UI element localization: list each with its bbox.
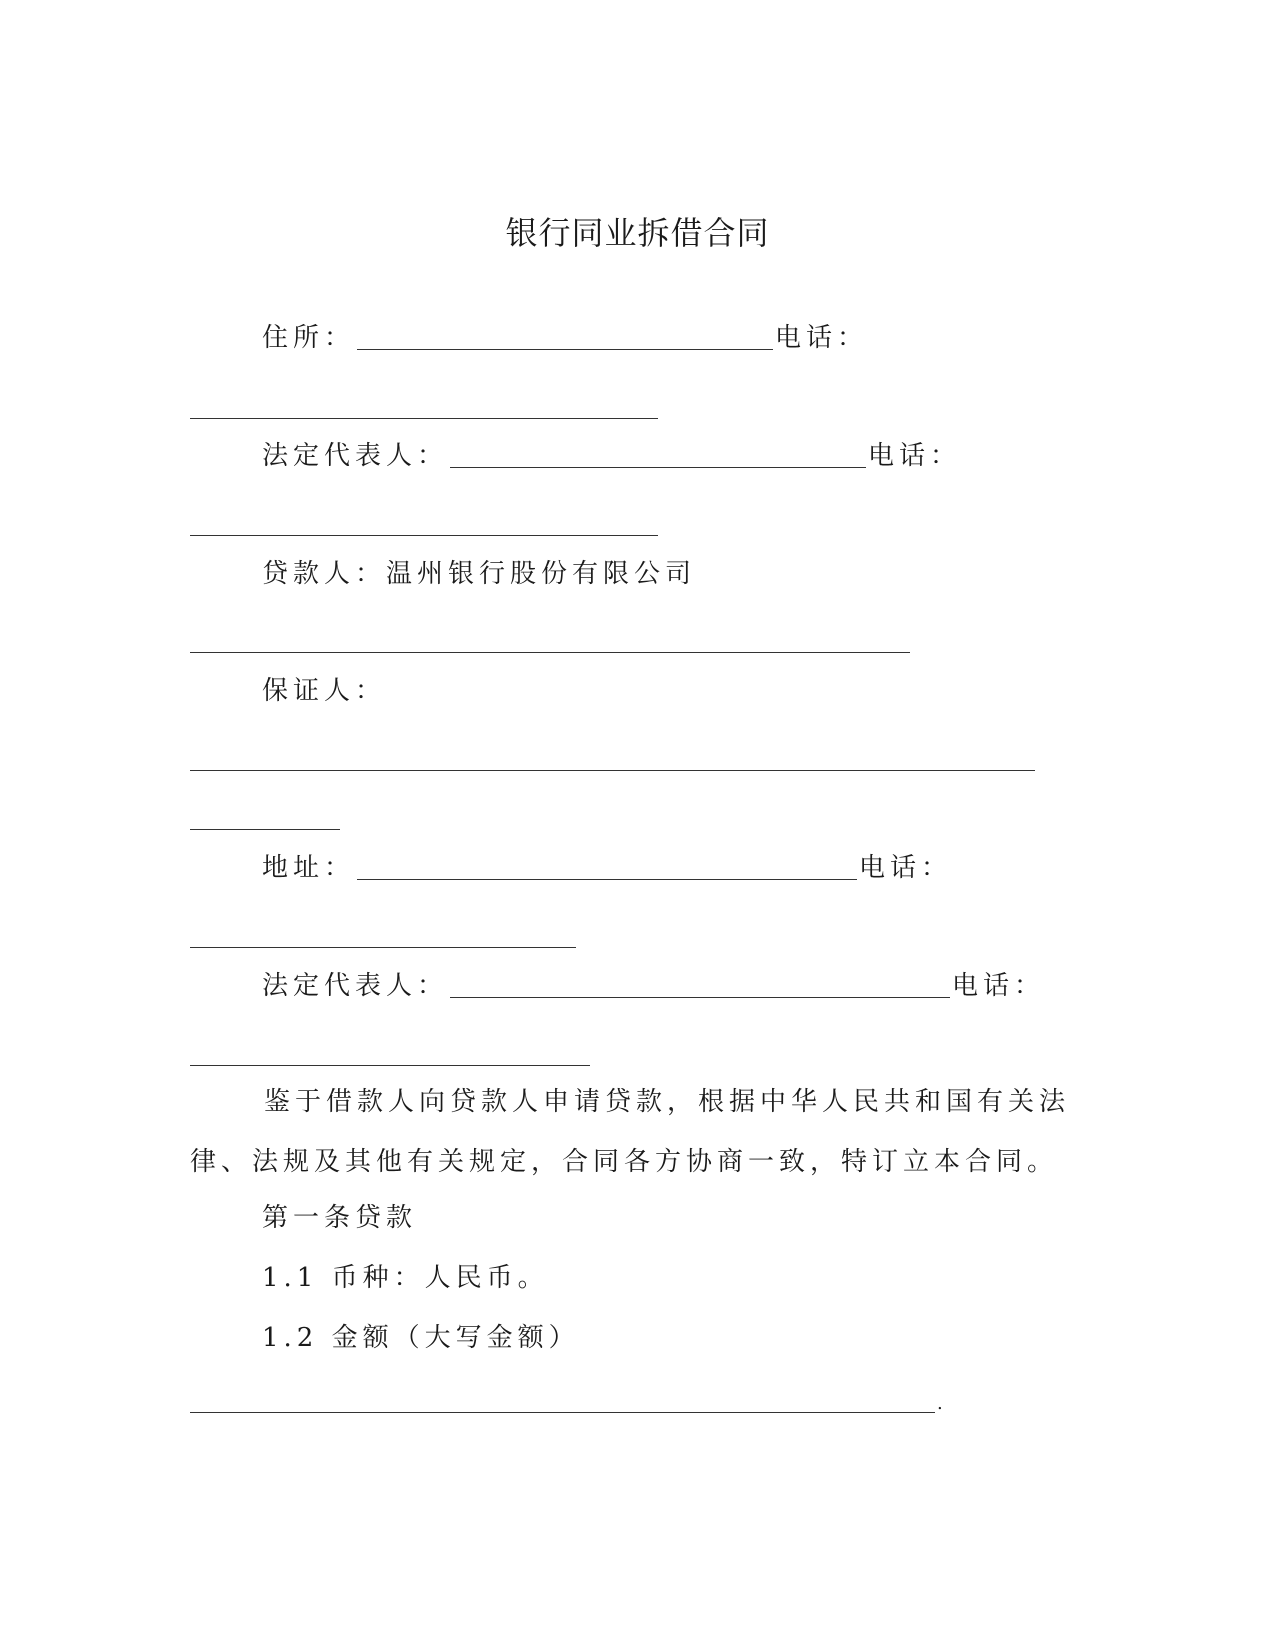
residence-label: 住所： [262,323,356,353]
phone-blank-2 [190,535,658,536]
phone-blank-1 [190,418,658,419]
legal-rep-label-2: 法定代表人： [262,971,449,1001]
legal-rep-label-1: 法定代表人： [262,441,449,471]
guarantor-label: 保证人： [262,676,387,706]
amount-end-mark: . [937,1393,943,1414]
lender-row [262,556,696,592]
amount-clause: 1.2 金额（大写金额） [262,1323,580,1353]
address-label: 地址： [262,853,356,883]
address-blank [357,853,857,880]
amount-blank [190,1412,935,1413]
lender-value: 温州银行股份有限公司 [386,559,697,589]
phone-blank-3 [190,947,576,948]
legal-rep-blank-2 [450,971,950,998]
guarantor-blank-2 [190,829,340,830]
residence-blank [357,323,773,350]
currency-clause: 1.1 币种：人民币。 [262,1263,549,1293]
article-1-heading: 第一条贷款 [262,1203,418,1233]
phone-label: 电话： [775,323,869,353]
legal-rep-row-1 [262,438,961,474]
residence-row [262,320,868,356]
document-title: 银行同业拆借合同 [505,214,770,252]
preamble-paragraph: 鉴于借款人向贷款人申请贷款，根据中华人民共和国有关法律、法规及其他有关规定，合同各方协商一致，特订立本合同。 [190,1087,1071,1177]
lender-blank [190,652,910,653]
address-row [262,850,952,886]
legal-rep-row-2 [262,968,1045,1004]
phone-blank-4 [190,1065,590,1066]
phone-label-2: 电话： [868,441,962,471]
legal-rep-blank-1 [450,441,866,468]
phone-label-4: 电话： [952,971,1046,1001]
lender-label: 贷款人： [262,559,387,589]
phone-label-3: 电话： [859,853,953,883]
guarantor-row [262,673,386,709]
guarantor-blank-1 [190,770,1035,771]
